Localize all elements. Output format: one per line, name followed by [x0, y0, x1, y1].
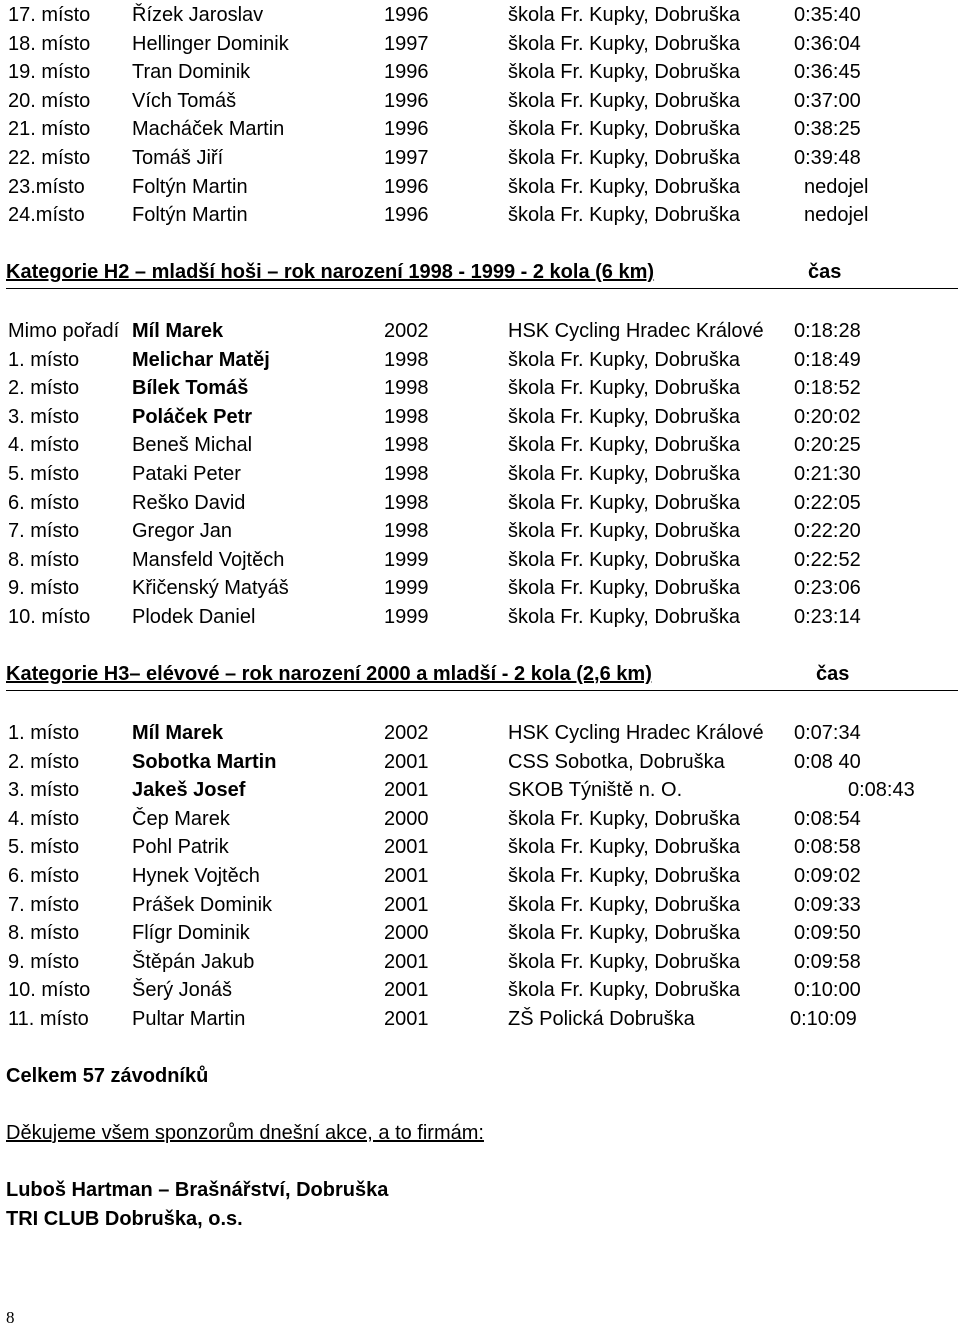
time-cell: 0:37:00: [794, 89, 861, 112]
time-cell: 0:36:04: [794, 32, 861, 55]
place-cell: 23.místo: [8, 175, 85, 198]
time-cell: 0:18:28: [794, 320, 861, 342]
year-cell: 2001: [384, 779, 429, 802]
name-cell: Macháček Martin: [132, 118, 285, 141]
place-cell: 4. místo: [8, 434, 80, 457]
place-cell: 6. místo: [8, 491, 80, 514]
club-cell: škola Fr. Kupky, Dobruška: [508, 807, 740, 830]
club-cell: škola Fr. Kupky, Dobruška: [508, 836, 740, 859]
club-cell: ZŠ Polická Dobruška: [508, 1008, 695, 1030]
name-cell: Foltýn Martin: [132, 175, 248, 198]
name-cell: Hellinger Dominik: [132, 32, 289, 55]
place-cell: 1. místo: [8, 348, 80, 371]
category-h2-time-header: čas: [808, 261, 842, 283]
club-cell: škola Fr. Kupky, Dobruška: [508, 606, 740, 628]
name-cell: Foltýn Martin: [132, 204, 248, 227]
year-cell: 1998: [384, 348, 429, 371]
time-cell: 0:09:58: [794, 950, 861, 973]
place-cell: 17. místo: [8, 4, 91, 26]
name-cell: Sobotka Martin: [132, 750, 277, 773]
place-cell: 10. místo: [8, 606, 91, 628]
category-h2-title: Kategorie H2 – mladší hoši – rok narození 1998 - 1999 - 2 kola (6 km): [6, 261, 655, 283]
time-cell: 0:36:45: [794, 61, 861, 84]
year-cell: 1999: [384, 577, 429, 600]
table-row: [0, 776, 960, 804]
table-row: [0, 948, 960, 976]
year-cell: 2001: [384, 893, 429, 916]
place-cell: 22. místo: [8, 147, 91, 169]
time-cell: nedojel: [804, 204, 869, 227]
time-cell: 0:08:43: [848, 779, 915, 802]
time-cell: 0:22:52: [794, 548, 861, 571]
club-cell: škola Fr. Kupky, Dobruška: [508, 118, 740, 141]
table-row: [0, 862, 960, 890]
place-cell: 1. místo: [8, 722, 80, 744]
table-row: [0, 1005, 960, 1033]
name-cell: Jakeš Josef: [132, 779, 246, 802]
table-row: [0, 574, 960, 602]
name-cell: Beneš Michal: [132, 434, 253, 457]
time-cell: 0:18:52: [794, 377, 861, 400]
club-cell: škola Fr. Kupky, Dobruška: [508, 175, 740, 198]
table-row: [0, 805, 960, 833]
club-cell: škola Fr. Kupky, Dobruška: [508, 405, 740, 428]
name-cell: Šerý Jonáš: [132, 979, 233, 1002]
year-cell: 2002: [384, 722, 429, 744]
table-row: [0, 719, 960, 747]
name-cell: Míl Marek: [132, 320, 224, 342]
year-cell: 1998: [384, 491, 429, 514]
place-cell: 2. místo: [8, 750, 80, 773]
table-row: [0, 748, 960, 776]
total-racers: Celkem 57 závodníků: [6, 1065, 209, 1087]
year-cell: 2000: [384, 922, 429, 945]
year-cell: 1999: [384, 606, 429, 628]
club-cell: škola Fr. Kupky, Dobruška: [508, 893, 740, 916]
place-cell: 5. místo: [8, 836, 80, 859]
year-cell: 1996: [384, 175, 429, 198]
category-h3-header: [6, 660, 958, 691]
table-row: [0, 317, 960, 345]
time-cell: 0:22:05: [794, 491, 861, 514]
club-cell: škola Fr. Kupky, Dobruška: [508, 204, 740, 227]
name-cell: Vích Tomáš: [132, 89, 237, 112]
table-row: [0, 976, 960, 1004]
year-cell: 2001: [384, 950, 429, 973]
name-cell: Bílek Tomáš: [132, 377, 249, 400]
time-cell: 0:22:20: [794, 520, 861, 543]
time-cell: 0:21:30: [794, 463, 861, 485]
year-cell: 1996: [384, 89, 429, 112]
category-h3-time-header: čas: [816, 663, 850, 685]
time-cell: nedojel: [804, 175, 869, 198]
time-cell: 0:09:33: [794, 893, 861, 916]
time-cell: 0:09:02: [794, 865, 861, 887]
place-cell: 7. místo: [8, 893, 80, 916]
place-cell: 6. místo: [8, 865, 80, 887]
place-cell: 21. místo: [8, 118, 91, 141]
year-cell: 1997: [384, 147, 429, 169]
table-row: [0, 919, 960, 947]
time-cell: 0:07:34: [794, 722, 861, 744]
table-row: [0, 87, 960, 115]
name-cell: Tomáš Jiří: [132, 147, 224, 169]
name-cell: Řízek Jaroslav: [132, 4, 264, 26]
club-cell: škola Fr. Kupky, Dobruška: [508, 979, 740, 1002]
name-cell: Prášek Dominik: [132, 893, 273, 916]
place-cell: 3. místo: [8, 779, 80, 802]
table-row: [0, 1, 960, 29]
club-cell: škola Fr. Kupky, Dobruška: [508, 491, 740, 514]
year-cell: 2001: [384, 865, 429, 887]
club-cell: škola Fr. Kupky, Dobruška: [508, 577, 740, 600]
club-cell: škola Fr. Kupky, Dobruška: [508, 377, 740, 400]
club-cell: HSK Cycling Hradec Králové: [508, 722, 764, 744]
name-cell: Pohl Patrik: [132, 836, 229, 859]
table-row: [0, 201, 960, 229]
name-cell: Tran Dominik: [132, 61, 251, 84]
club-cell: škola Fr. Kupky, Dobruška: [508, 463, 740, 485]
name-cell: Čep Marek: [132, 807, 230, 830]
club-cell: škola Fr. Kupky, Dobruška: [508, 520, 740, 543]
time-cell: 0:10:00: [794, 979, 861, 1002]
table-row: [0, 431, 960, 459]
table-row: [0, 374, 960, 402]
year-cell: 2000: [384, 807, 429, 830]
name-cell: Gregor Jan: [132, 520, 233, 543]
time-cell: 0:08:58: [794, 836, 861, 859]
time-cell: 0:08:54: [794, 807, 861, 830]
year-cell: 2001: [384, 1008, 429, 1030]
sponsor-line: Luboš Hartman – Brašnářství, Dobruška: [6, 1179, 389, 1201]
name-cell: Pultar Martin: [132, 1008, 246, 1030]
year-cell: 2001: [384, 836, 429, 859]
place-cell: 10. místo: [8, 979, 91, 1002]
place-cell: 18. místo: [8, 32, 91, 55]
name-cell: Hynek Vojtěch: [132, 865, 260, 887]
place-cell: 7. místo: [8, 520, 80, 543]
table-row: [0, 546, 960, 574]
table-row: [0, 489, 960, 517]
place-cell: 8. místo: [8, 922, 80, 945]
table-row: [0, 144, 960, 172]
year-cell: 2001: [384, 750, 429, 773]
table-row: [0, 403, 960, 431]
place-cell: 20. místo: [8, 89, 91, 112]
year-cell: 1998: [384, 520, 429, 543]
table-row: [0, 603, 960, 631]
club-cell: škola Fr. Kupky, Dobruška: [508, 61, 740, 84]
place-cell: 24.místo: [8, 204, 85, 227]
time-cell: 0:20:02: [794, 405, 861, 428]
time-cell: 0:38:25: [794, 118, 861, 141]
year-cell: 2002: [384, 320, 429, 342]
club-cell: škola Fr. Kupky, Dobruška: [508, 922, 740, 945]
name-cell: Křičenský Matyáš: [132, 577, 289, 600]
time-cell: 0:23:14: [794, 606, 861, 628]
year-cell: 2001: [384, 979, 429, 1002]
club-cell: SKOB Týniště n. O.: [508, 779, 683, 802]
place-cell: 9. místo: [8, 577, 80, 600]
year-cell: 1996: [384, 204, 429, 227]
place-cell: Mimo pořadí: [8, 320, 120, 342]
page-number: 8: [6, 1308, 15, 1327]
place-cell: 4. místo: [8, 807, 80, 830]
club-cell: škola Fr. Kupky, Dobruška: [508, 4, 740, 26]
name-cell: Mansfeld Vojtěch: [132, 548, 285, 571]
name-cell: Flígr Dominik: [132, 922, 250, 945]
club-cell: škola Fr. Kupky, Dobruška: [508, 147, 740, 169]
time-cell: 0:09:50: [794, 922, 861, 945]
name-cell: Štěpán Jakub: [132, 950, 255, 973]
table-row: [0, 460, 960, 488]
table-row: [0, 58, 960, 86]
time-cell: 0:20:25: [794, 434, 861, 457]
place-cell: 5. místo: [8, 463, 80, 485]
time-cell: 0:10:09: [790, 1008, 857, 1030]
place-cell: 2. místo: [8, 377, 80, 400]
place-cell: 9. místo: [8, 950, 80, 973]
table-row: [0, 115, 960, 143]
club-cell: CSS Sobotka, Dobruška: [508, 750, 725, 773]
place-cell: 19. místo: [8, 61, 91, 84]
club-cell: škola Fr. Kupky, Dobruška: [508, 950, 740, 973]
table-row: [0, 173, 960, 201]
name-cell: Míl Marek: [132, 722, 224, 744]
club-cell: škola Fr. Kupky, Dobruška: [508, 434, 740, 457]
club-cell: škola Fr. Kupky, Dobruška: [508, 548, 740, 571]
year-cell: 1998: [384, 434, 429, 457]
category-h2-header: [6, 258, 958, 289]
club-cell: škola Fr. Kupky, Dobruška: [508, 89, 740, 112]
sponsor-thanks: Děkujeme všem sponzorům dnešní akce, a to firmám:: [6, 1122, 484, 1144]
place-cell: 8. místo: [8, 548, 80, 571]
time-cell: 0:39:48: [794, 147, 861, 169]
name-cell: Melichar Matěj: [132, 348, 270, 371]
year-cell: 1997: [384, 32, 429, 55]
sponsor-line: TRI CLUB Dobruška, o.s.: [6, 1208, 243, 1230]
year-cell: 1999: [384, 548, 429, 571]
time-cell: 0:08 40: [794, 750, 861, 773]
time-cell: 0:18:49: [794, 348, 861, 371]
club-cell: škola Fr. Kupky, Dobruška: [508, 32, 740, 55]
table-row: [0, 517, 960, 545]
table-row: [0, 891, 960, 919]
year-cell: 1996: [384, 118, 429, 141]
club-cell: škola Fr. Kupky, Dobruška: [508, 348, 740, 371]
name-cell: Pataki Peter: [132, 463, 241, 485]
club-cell: škola Fr. Kupky, Dobruška: [508, 865, 740, 887]
year-cell: 1998: [384, 377, 429, 400]
category-h3-title: Kategorie H3– elévové – rok narození 2000 a mladší - 2 kola (2,6 km): [6, 663, 652, 685]
table-row: [0, 30, 960, 58]
table-row: [0, 833, 960, 861]
name-cell: Reško David: [132, 491, 246, 514]
place-cell: 3. místo: [8, 405, 80, 428]
place-cell: 11. místo: [8, 1008, 89, 1030]
time-cell: 0:35:40: [794, 4, 861, 26]
time-cell: 0:23:06: [794, 577, 861, 600]
name-cell: Plodek Daniel: [132, 606, 256, 628]
club-cell: HSK Cycling Hradec Králové: [508, 320, 764, 342]
name-cell: Poláček Petr: [132, 405, 253, 428]
year-cell: 1996: [384, 4, 429, 26]
year-cell: 1998: [384, 405, 429, 428]
table-row: [0, 346, 960, 374]
year-cell: 1998: [384, 463, 429, 485]
year-cell: 1996: [384, 61, 429, 84]
